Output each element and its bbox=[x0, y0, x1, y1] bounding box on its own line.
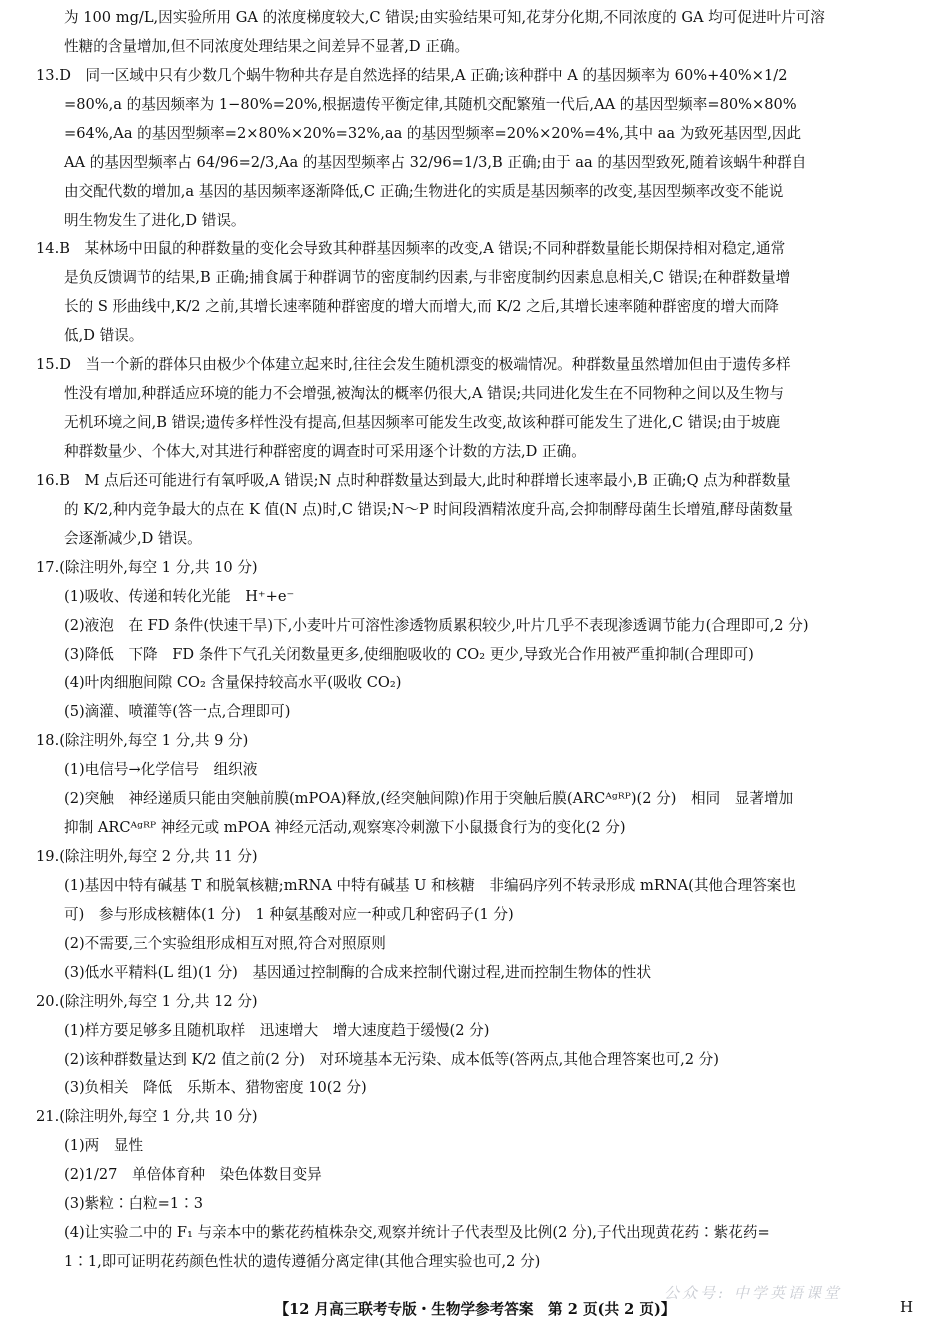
item-heading-line: 20.(除注明外,每空 1 分,共 12 分) bbox=[36, 992, 258, 1010]
text-line: (3)低水平精料(L 组)(1 分) 基因通过控制酶的合成来控制代谢过程,进而控制生物体的性状 bbox=[64, 963, 652, 981]
text-line: (2)不需要,三个实验组形成相互对照,符合对照原则 bbox=[64, 934, 386, 952]
text-line: (2)液泡 在 FD 条件(快速干旱)下,小麦叶片可溶性渗透物质累积较少,叶片几乎不表现渗透调节能力(合理即可,2 分) bbox=[64, 616, 809, 634]
text-line: 明生物发生了进化,D 错误。 bbox=[64, 211, 246, 229]
item-heading-line: 21.(除注明外,每空 1 分,共 10 分) bbox=[36, 1108, 258, 1126]
item-heading-line: 14.B 某林场中田鼠的种群数量的变化会导致其种群基因频率的改变,A 错误;不同种群数量能长期保持相对稳定,通常 bbox=[36, 240, 786, 258]
item-heading-line: 17.(除注明外,每空 1 分,共 10 分) bbox=[36, 558, 258, 576]
page-footer: 【12 月高三联考专版・生物学参考答案 第 2 页(共 2 页)】 bbox=[274, 1301, 676, 1318]
text-line: 由交配代数的增加,a 基因的基因频率逐渐降低,C 正确;生物进化的实质是基因频率的改变,基因型频率改变不能说 bbox=[64, 182, 784, 200]
text-line: 长的 S 形曲线中,K/2 之前,其增长速率随种群密度的增大而增大,而 K/2 之后,其增长速率随种群密度的增大而降 bbox=[64, 298, 779, 316]
text-line: (4)让实验二中的 F₁ 与亲本中的紫花药植株杂交,观察并统计子代表型及比例(2 分),子代出现黄花药∶紫花药= bbox=[64, 1224, 770, 1242]
watermark: 公众号: 中学英语课堂 bbox=[664, 1284, 842, 1302]
text-line: 可) 参与形成核糖体(1 分) 1 种氨基酸对应一种或几种密码子(1 分) bbox=[64, 905, 514, 923]
item-heading-line: 18.(除注明外,每空 1 分,共 9 分) bbox=[36, 732, 249, 750]
text-line: (2)1/27 单倍体育种 染色体数目变异 bbox=[64, 1166, 322, 1184]
item-heading-line: 16.B M 点后还可能进行有氧呼吸,A 错误;N 点时种群数量达到最大,此时种群增长速率最小,B 正确;Q 点为种群数量 bbox=[36, 471, 791, 489]
text-line: (2)突触 神经递质只能由突触前膜(mPOA)释放,(经突触间隙)作用于突触后膜(ARCᴬᵍᴿᴾ)(2 分) 相同 显著增加 bbox=[64, 790, 794, 808]
text-line: 低,D 错误。 bbox=[64, 327, 144, 345]
item-heading-line: 15.D 当一个新的群体只由极少个体建立起来时,往往会发生随机漂变的极端情况。种群数量虽然增加但由于遗传多样 bbox=[36, 356, 791, 374]
text-line: (1)电信号→化学信号 组织液 bbox=[64, 761, 258, 779]
footer-code: H bbox=[900, 1298, 914, 1316]
text-line: 无机环境之间,B 错误;遗传多样性没有提高,但基因频率可能发生改变,故该种群可能发生了进化,C 错误;由于坡鹿 bbox=[64, 414, 781, 431]
text-line: 种群数量少、个体大,对其进行种群密度的调查时可采用逐个计数的方法,D 正确。 bbox=[64, 442, 586, 460]
text-line: (5)滴灌、喷灌等(答一点,合理即可) bbox=[64, 703, 291, 721]
text-line: (1)样方要足够多且随机取样 迅速增大 增大速度趋于缓慢(2 分) bbox=[64, 1021, 490, 1039]
text-line: (1)基因中特有碱基 T 和脱氧核糖;mRNA 中特有碱基 U 和核糖 非编码序列不转录形成 mRNA(其他合理答案也 bbox=[64, 876, 796, 894]
text-line: 抑制 ARCᴬᵍᴿᴾ 神经元或 mPOA 神经元活动,观察寒冷刺激下小鼠摄食行为的变化(2 分) bbox=[64, 819, 626, 836]
text-line: =64%,Aa 的基因型频率=2×80%×20%=32%,aa 的基因型频率=20%×20%=4%,其中 aa 为致死基因型,因此 bbox=[64, 124, 802, 142]
text-line: 性没有增加,种群适应环境的能力不会增强,被淘汰的概率仍很大,A 错误;共同进化发生在不同物种之间以及生物与 bbox=[64, 385, 784, 403]
text-line: (3)降低 下降 FD 条件下气孔关闭数量更多,使细胞吸收的 CO₂ 更少,导致光合作用被严重抑制(合理即可) bbox=[64, 645, 754, 663]
text-line: (1)两 显性 bbox=[64, 1137, 144, 1155]
text-line: 是负反馈调节的结果,B 正确;捕食属于种群调节的密度制约因素,与非密度制约因素息息相关,C 错误;在种群数量增 bbox=[64, 269, 791, 287]
text-line: (3)负相关 降低 乐斯本、猎物密度 10(2 分) bbox=[64, 1079, 367, 1097]
text-line: AA 的基因型频率占 64/96=2/3,Aa 的基因型频率占 32/96=1/3,B 正确;由于 aa 的基因型致死,随着该蜗牛种群自 bbox=[64, 153, 807, 171]
text-line: 的 K/2,种内竞争最大的点在 K 值(N 点)时,C 错误;N～P 时间段酒精浓度升高,会抑制酵母菌生长增殖,酵母菌数量 bbox=[64, 500, 793, 518]
text-line: 会逐渐减少,D 错误。 bbox=[64, 529, 202, 547]
item-heading-line: 19.(除注明外,每空 2 分,共 11 分) bbox=[36, 848, 258, 865]
text-line: 性糖的含量增加,但不同浓度处理结果之间差异不显著,D 正确。 bbox=[64, 37, 470, 55]
text-line: 1∶1,即可证明花药颜色性状的遗传遵循分离定律(其他合理实验也可,2 分) bbox=[64, 1253, 541, 1270]
item-heading-line: 13.D 同一区域中只有少数几个蜗牛物种共存是自然选择的结果,A 正确;该种群中 A 的基因频率为 60%+40%×1/2 bbox=[36, 66, 788, 84]
text-line: 为 100 mg/L,因实验所用 GA 的浓度梯度较大,C 错误;由实验结果可知,花芽分化期,不同浓度的 GA 均可促进叶片可溶 bbox=[64, 9, 825, 26]
text-line: (2)该种群数量达到 K/2 值之前(2 分) 对环境基本无污染、成本低等(答两点,其他合理答案也可,2 分) bbox=[64, 1050, 719, 1068]
text-line: (1)吸收、传递和转化光能 H⁺+e⁻ bbox=[64, 587, 295, 605]
text-line: =80%,a 的基因频率为 1−80%=20%,根据遗传平衡定律,其随机交配繁殖一代后,AA 的基因型频率=80%×80% bbox=[64, 95, 797, 113]
text-line: (4)叶肉细胞间隙 CO₂ 含量保持较高水平(吸收 CO₂) bbox=[64, 674, 402, 692]
text-line: (3)紫粒∶白粒=1∶3 bbox=[64, 1195, 204, 1213]
